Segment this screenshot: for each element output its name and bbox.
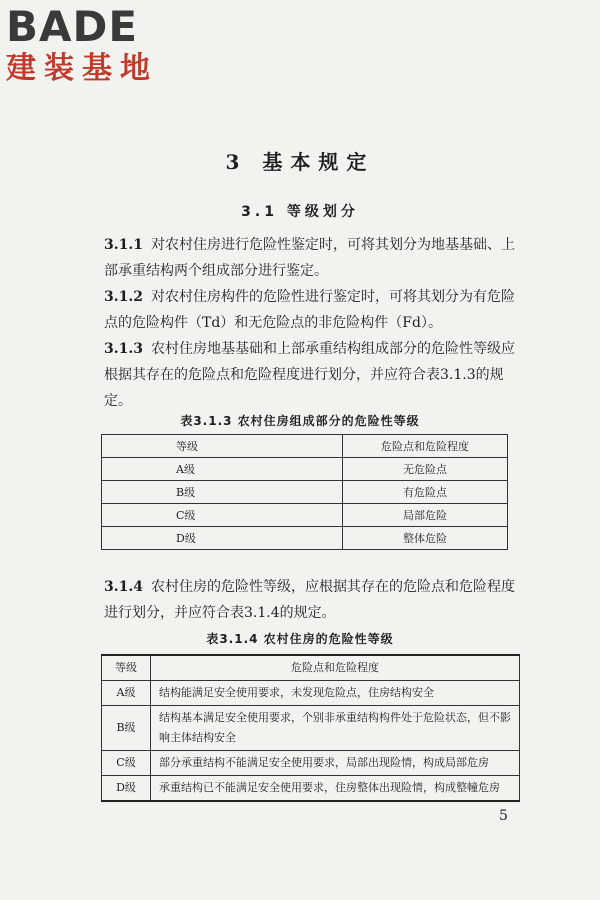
description-cell: 整体危险 xyxy=(343,527,508,550)
page-number: 5 xyxy=(499,808,508,824)
chapter-title: 3 基本规定 xyxy=(225,150,375,174)
clause-text: 农村住房地基基础和上部承重结构组成部分的危险性等级应根据其存在的危险点和危险程度进行划分，并应符合表3.1.3的规定。 xyxy=(104,341,515,409)
description-cell: 无危险点 xyxy=(343,458,508,481)
header-cell: 等级 xyxy=(102,435,343,458)
clause-3-1-1 xyxy=(104,232,516,284)
header-cell: 等级 xyxy=(102,655,151,681)
table-3-1-4 xyxy=(101,654,520,802)
clause-number: 3.1.2 xyxy=(104,289,143,305)
grade-cell: A级 xyxy=(102,681,151,706)
table-3-1-3 xyxy=(101,434,508,550)
grade-cell: D级 xyxy=(102,527,343,550)
description-cell: 结构基本满足安全使用要求，个别非承重结构构件处于危险状态，但不影响主体结构安全 xyxy=(151,706,520,751)
table-row xyxy=(102,458,508,481)
grade-cell: C级 xyxy=(102,751,151,776)
logo-text-en: BADE xyxy=(6,2,139,51)
clause-number: 3.1.4 xyxy=(104,579,143,595)
description-cell: 部分承重结构不能满足安全使用要求，局部出现险情，构成局部危房 xyxy=(151,751,520,776)
clause-3-1-2 xyxy=(104,284,516,336)
table-row xyxy=(102,504,508,527)
clause-text: 对农村住房进行危险性鉴定时，可将其划分为地基基础、上部承重结构两个组成部分进行鉴定。 xyxy=(104,237,515,279)
description-cell: 局部危险 xyxy=(343,504,508,527)
clause-number: 3.1.1 xyxy=(104,237,143,253)
table-header-row xyxy=(102,435,508,458)
clause-3-1-4 xyxy=(104,574,516,626)
grade-cell: B级 xyxy=(102,481,343,504)
table-row xyxy=(102,527,508,550)
logo-text-cn: 建装基地 xyxy=(6,51,158,86)
table-header-row xyxy=(102,655,520,681)
description-cell: 结构能满足安全使用要求，未发现危险点，住房结构安全 xyxy=(151,681,520,706)
table-row xyxy=(102,681,520,706)
description-cell: 承重结构已不能满足安全使用要求，住房整体出现险情，构成整幢危房 xyxy=(151,776,520,802)
table-row xyxy=(102,776,520,802)
clause-text: 农村住房的危险性等级，应根据其存在的危险点和危险程度进行划分，并应符合表3.1.4的规定。 xyxy=(104,579,515,621)
table-row xyxy=(102,481,508,504)
table-row xyxy=(102,706,520,751)
section-title: 3.1 等级划分 xyxy=(241,204,359,220)
header-cell: 危险点和危险程度 xyxy=(151,655,520,681)
grade-cell: D级 xyxy=(102,776,151,802)
clause-text: 对农村住房构件的危险性进行鉴定时，可将其划分为有危险点的危险构件（Td）和无危险点的非危险构件（Fd）。 xyxy=(104,289,515,331)
description-cell: 有危险点 xyxy=(343,481,508,504)
grade-cell: B级 xyxy=(102,706,151,751)
header-cell: 危险点和危险程度 xyxy=(343,435,508,458)
grade-cell: C级 xyxy=(102,504,343,527)
bade-logo xyxy=(6,4,182,86)
clause-3-1-3 xyxy=(104,336,516,414)
clause-number: 3.1.3 xyxy=(104,341,143,357)
grade-cell: A级 xyxy=(102,458,343,481)
table-3-1-3-caption: 表3.1.3 农村住房组成部分的危险性等级 xyxy=(180,414,420,428)
table-3-1-4-caption: 表3.1.4 农村住房的危险性等级 xyxy=(206,632,394,646)
table-row xyxy=(102,751,520,776)
